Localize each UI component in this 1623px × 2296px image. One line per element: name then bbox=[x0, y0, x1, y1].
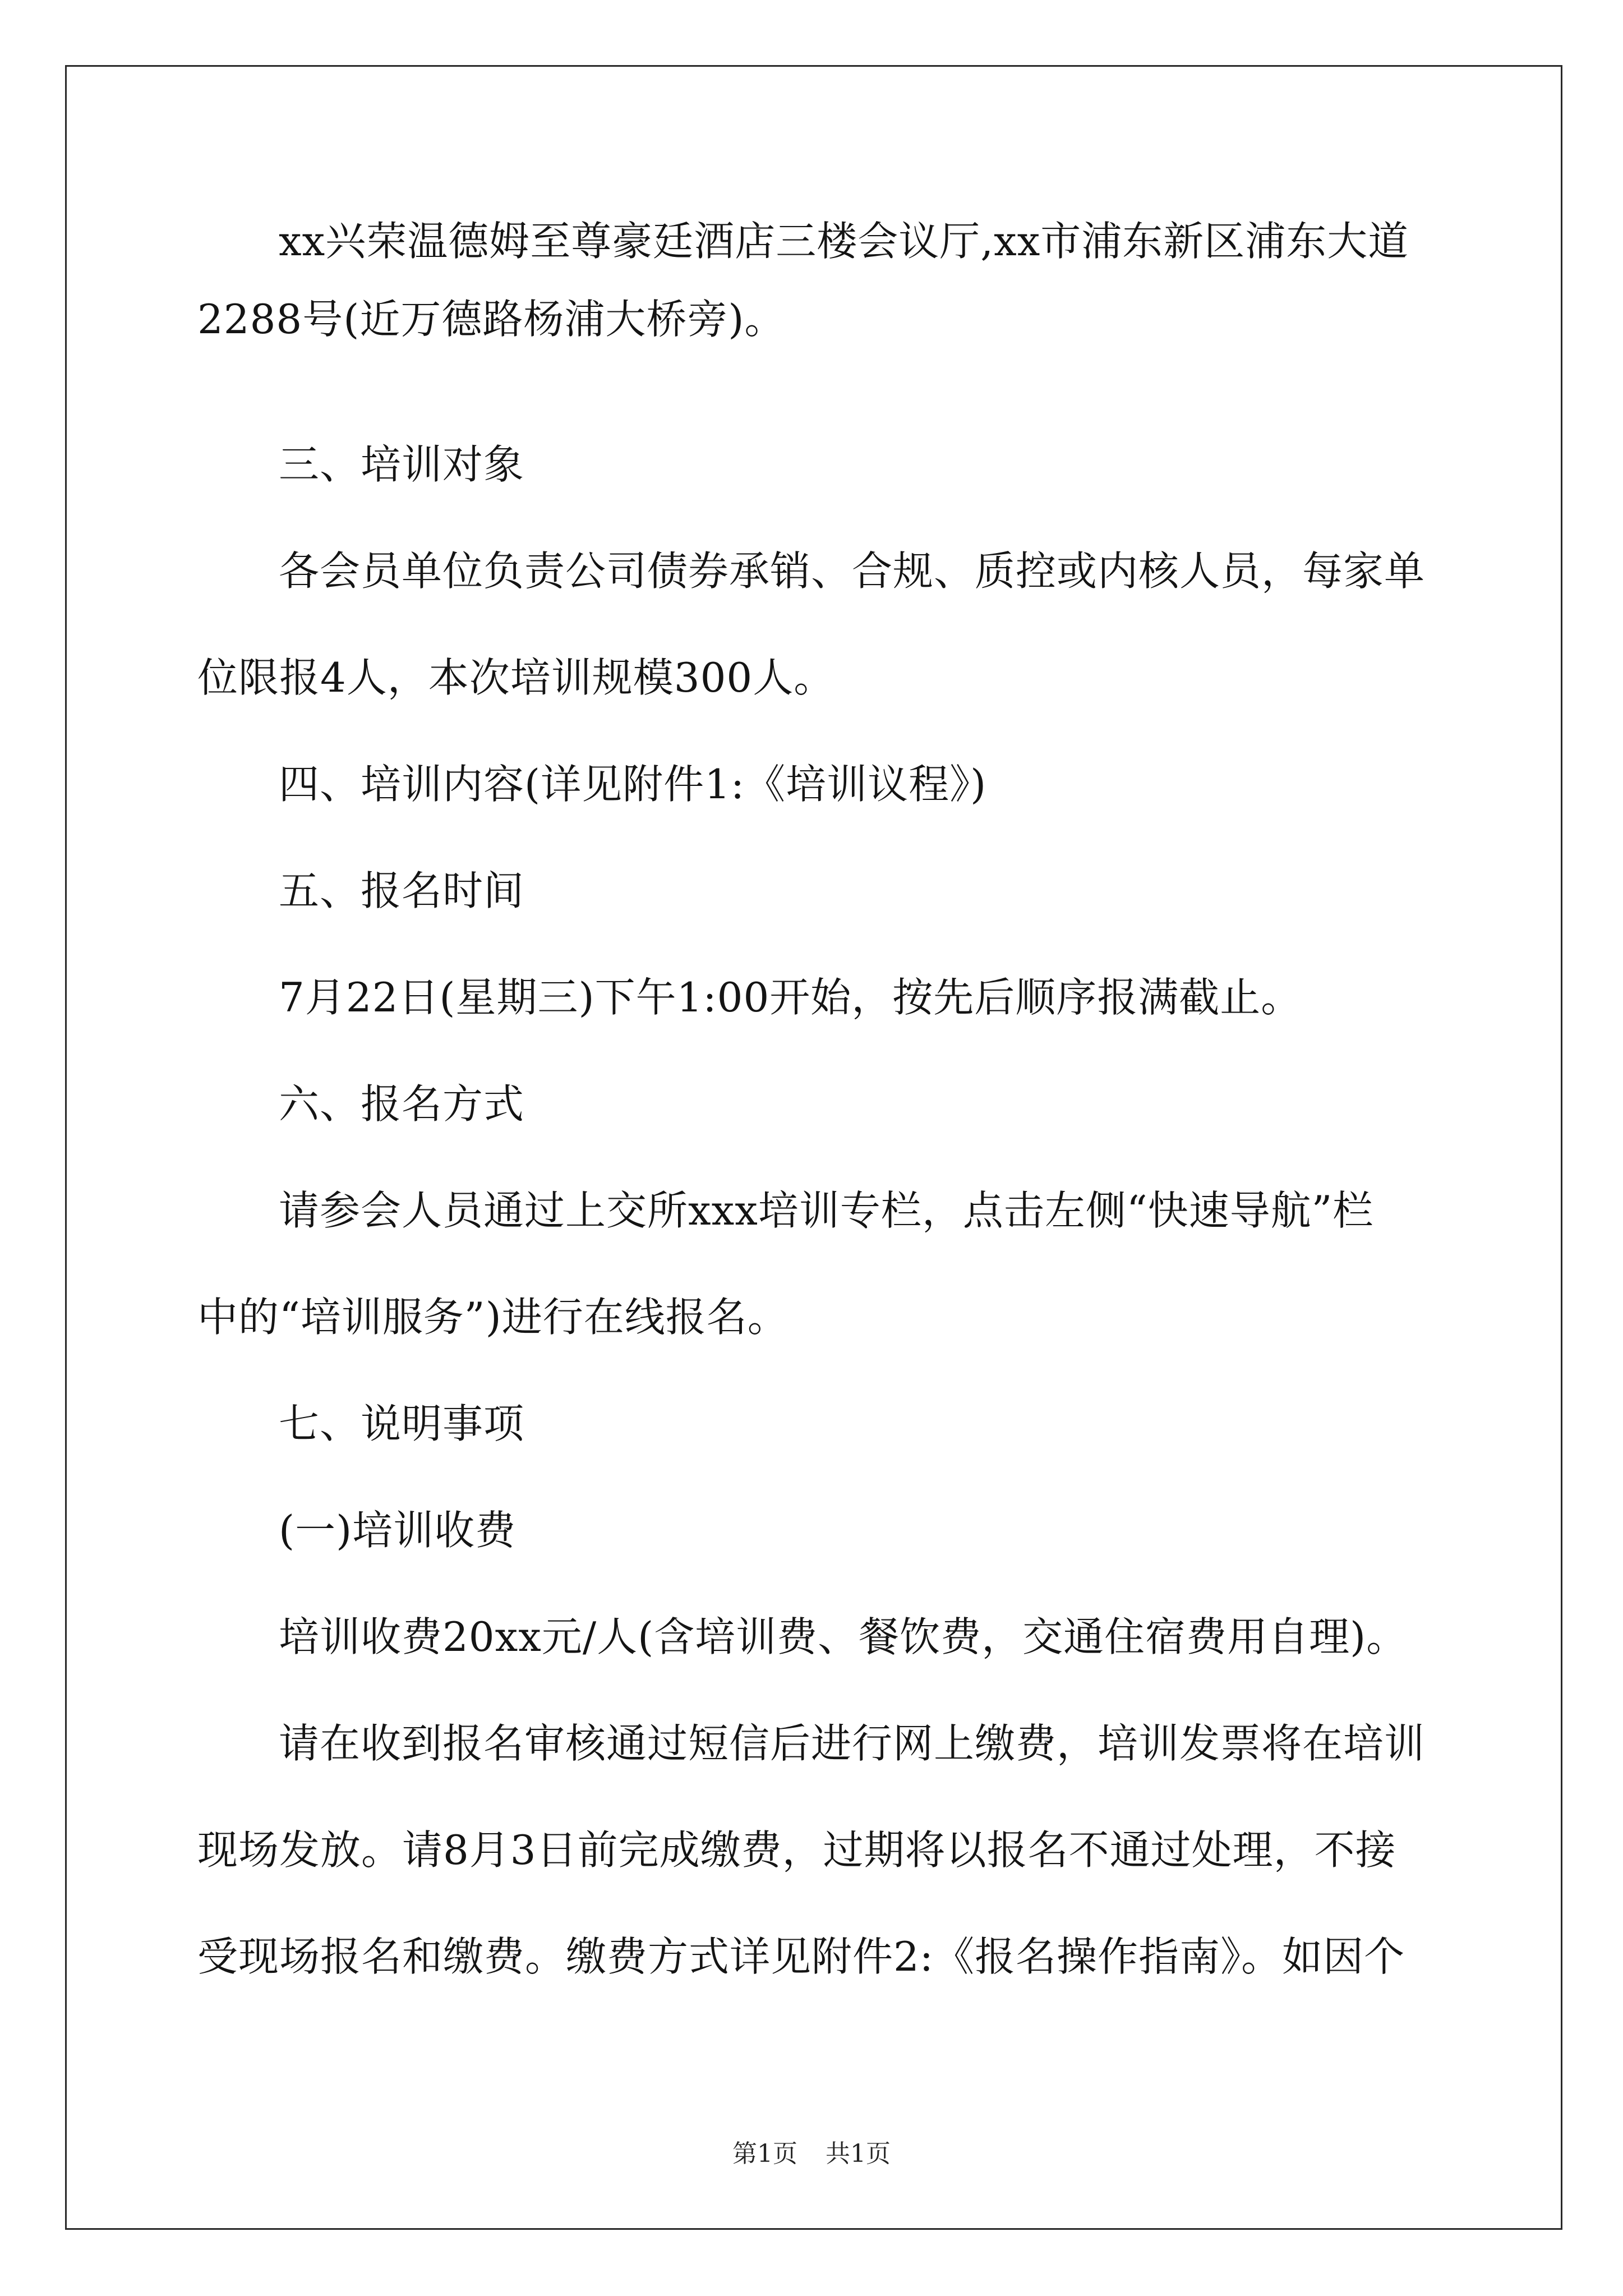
paragraph-line: 位限报4人，本次培训规模300人。 bbox=[197, 654, 835, 701]
subsection-heading: (一)培训收费 bbox=[279, 1507, 517, 1554]
page-total: 共1页 bbox=[826, 2139, 891, 2168]
paragraph-line: xx兴荣温德姆至尊豪廷酒店三楼会议厅,xx市浦东新区浦东大道 bbox=[279, 218, 1409, 265]
paragraph-line: 2288号(近万德路杨浦大桥旁)。 bbox=[197, 296, 786, 343]
section-heading: 五、报名时间 bbox=[279, 867, 525, 914]
page-footer bbox=[0, 2137, 1623, 2171]
paragraph-line: 各会员单位负责公司债券承销、合规、质控或内核人员，每家单 bbox=[279, 547, 1426, 595]
paragraph-line: 请在收到报名审核通过短信后进行网上缴费，培训发票将在培训 bbox=[279, 1720, 1426, 1767]
paragraph-line: 培训收费20xx元/人(含培训费、餐饮费，交通住宿费用自理)。 bbox=[279, 1613, 1408, 1660]
paragraph-line: 现场发放。请8月3日前完成缴费，过期将以报名不通过处理，不接 bbox=[197, 1826, 1396, 1874]
paragraph-line: 受现场报名和缴费。缴费方式详见附件2:《报名操作指南》。如因个 bbox=[197, 1933, 1405, 1980]
paragraph-line: 请参会人员通过上交所xxx培训专栏，点击左侧“快速导航”栏 bbox=[279, 1187, 1374, 1234]
paragraph-line: 中的“培训服务”)进行在线报名。 bbox=[197, 1294, 789, 1341]
section-heading: 六、报名方式 bbox=[279, 1080, 525, 1128]
section-heading: 七、说明事项 bbox=[279, 1400, 525, 1447]
page-number: 第1页 bbox=[732, 2139, 797, 2168]
section-heading: 四、培训内容(详见附件1:《培训议程》) bbox=[279, 761, 987, 808]
paragraph-line: 7月22日(星期三)下午1:00开始，按先后顺序报满截止。 bbox=[279, 974, 1302, 1021]
section-heading: 三、培训对象 bbox=[279, 441, 525, 488]
